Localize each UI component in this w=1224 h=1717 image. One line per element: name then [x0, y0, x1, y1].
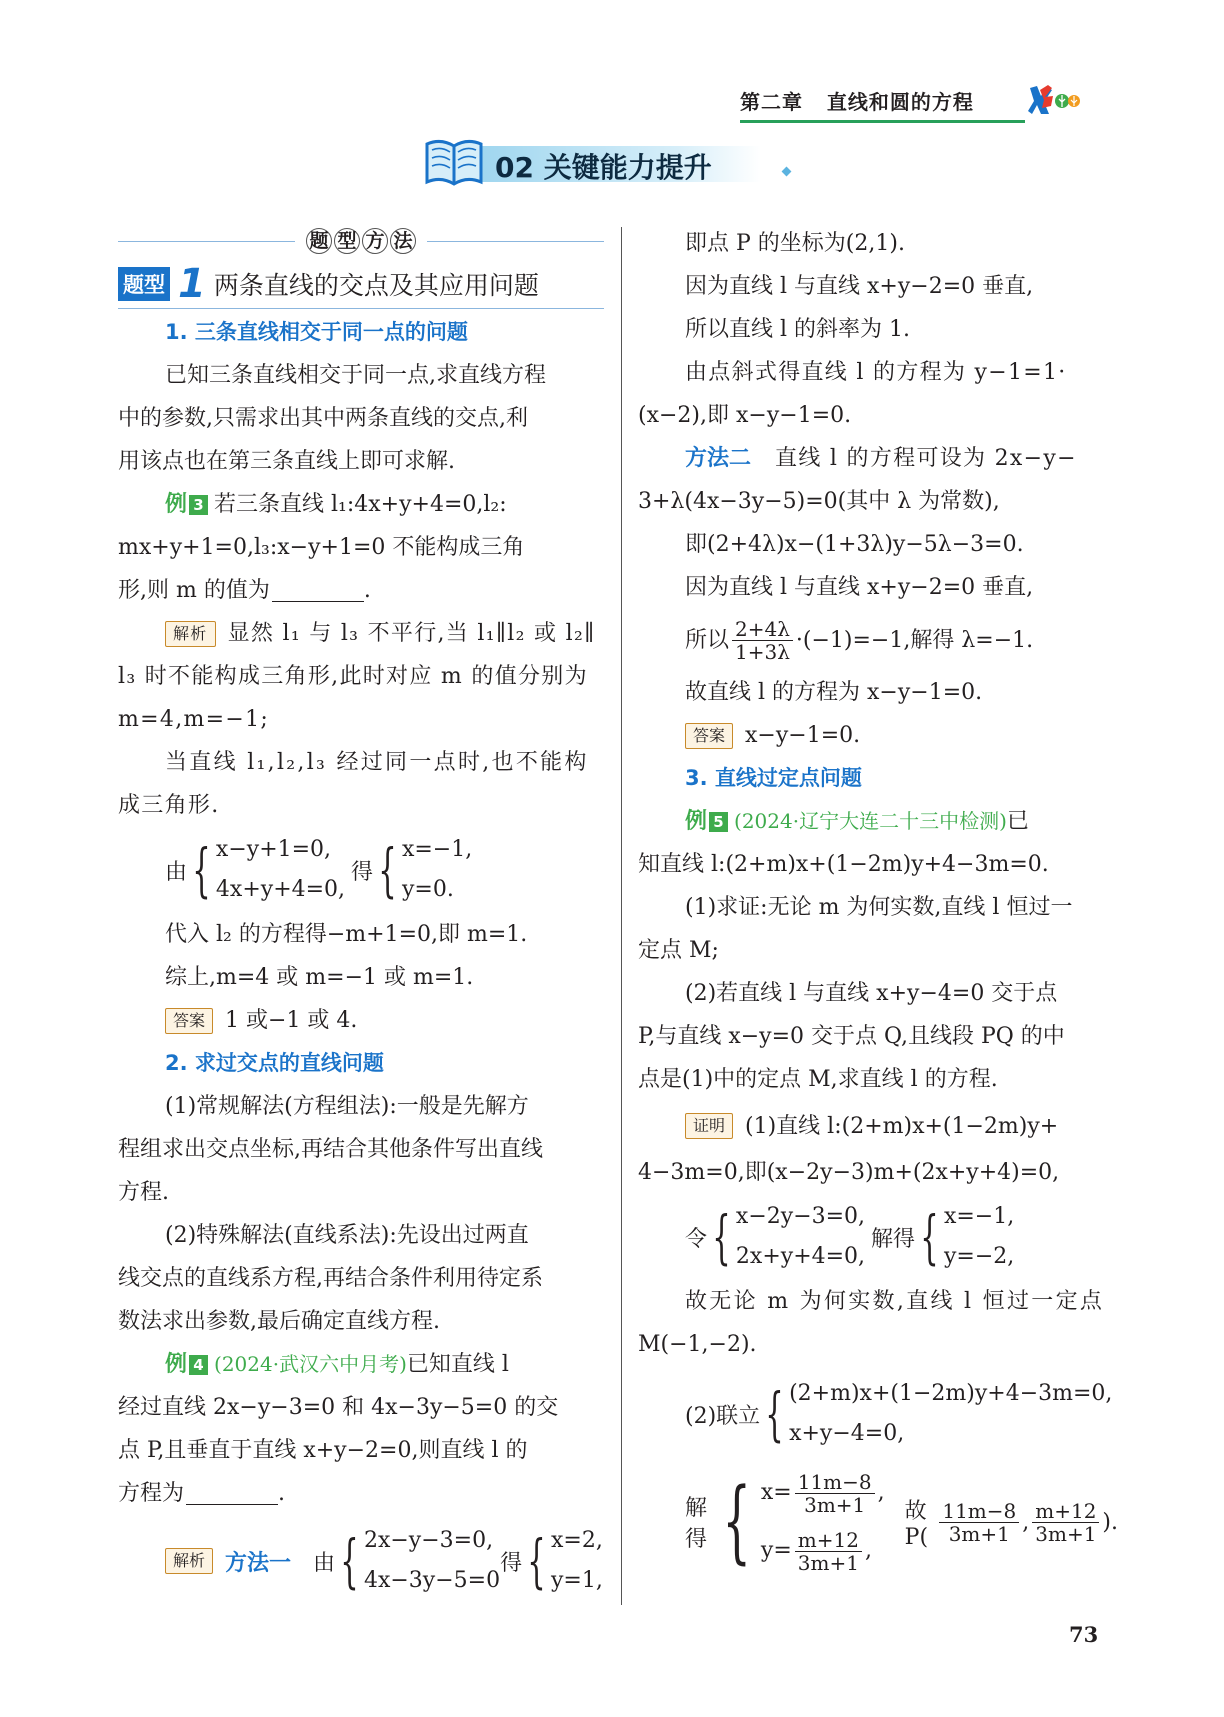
header-underline: [740, 120, 1025, 123]
analysis-text: l₃ 时不能构成三角形,此时对应 m 的值分别为: [118, 664, 588, 689]
equation: y=1,: [551, 1568, 603, 1593]
numerator: m+12: [795, 1529, 862, 1552]
example-line: [118, 1472, 604, 1515]
equation: y=−2,: [943, 1244, 1015, 1269]
paragraph-line: 线交点的直线系方程,再结合条件利用待定系: [118, 1266, 543, 1291]
equation: x=2,: [551, 1528, 603, 1553]
example-text: 点 P,且垂直于直线 x+y−2=0,则直线 l 的: [118, 1438, 528, 1463]
banner-diamond: [782, 167, 792, 177]
chapter-title: 直线和圆的方程: [826, 90, 974, 114]
example-text: 点是(1)中的定点 M,求直线 l 的方程.: [638, 1067, 998, 1092]
method-label: 方法二: [685, 446, 752, 471]
analysis-text: 当直线 l₁,l₂,l₃ 经过同一点时,也不能构: [165, 750, 589, 775]
example-number: 5: [709, 812, 728, 832]
proof-text: 故无论 m 为何实数,直线 l 恒过一定点: [685, 1289, 1105, 1314]
solution-text: 因为直线 l 与直线 x+y−2=0 垂直,: [685, 575, 1034, 600]
lhs: y=: [760, 1538, 792, 1563]
example-word: 例: [165, 492, 188, 517]
solution-text: (x−2),即 x−y−1=0.: [638, 403, 852, 428]
point-prefix: 故 P(: [904, 1499, 929, 1550]
solution-line: [638, 609, 1118, 671]
solution-text: 故直线 l 的方程为 x−y−1=0.: [685, 680, 983, 705]
example-word: 例: [685, 809, 708, 834]
left-brace: {: [192, 836, 211, 904]
fraction: [732, 618, 793, 663]
system-prefix: 由: [165, 859, 188, 885]
mini-title-text: [305, 228, 417, 254]
example-line: [118, 483, 604, 526]
system-solution: [761, 1464, 885, 1580]
answer-line: [118, 999, 604, 1042]
banner-title: 02 关键能力提升: [495, 151, 712, 184]
example-text: 定点 M;: [638, 938, 719, 963]
equation: (2+m)x+(1−2m)y+4−3m=0,: [789, 1381, 1113, 1406]
equation-system: [638, 1366, 1118, 1462]
mini-title-char: 题: [306, 228, 332, 254]
page-number: 73: [1069, 1622, 1099, 1647]
equation-system: [638, 1194, 1118, 1280]
solution-text: 即点 P 的坐标为(2,1).: [685, 231, 905, 256]
equation: 4x−3y−5=0: [363, 1568, 501, 1593]
topic-number: 1: [178, 261, 206, 307]
fraction: [1032, 1500, 1099, 1545]
answer-text: x−y−1=0.: [745, 723, 861, 748]
example-text: 形,则 m 的值为: [118, 578, 270, 603]
mini-title: [118, 222, 604, 260]
answer-line: [638, 714, 1118, 757]
analysis-text: 综上,m=4 或 m=−1 或 m=1.: [165, 965, 474, 990]
mini-title-char: 型: [334, 228, 360, 254]
answer-badge: 答案: [685, 723, 733, 749]
example-text: P,与直线 x−y=0 交于点 Q,且线段 PQ 的中: [638, 1024, 1065, 1049]
equation: x−y+1=0,: [215, 837, 332, 862]
chapter-heading: [740, 86, 974, 115]
system-prefix: (2)联立: [685, 1403, 761, 1429]
equation-system: [118, 827, 604, 913]
example-number: 3: [189, 495, 208, 515]
example-label: [165, 1343, 208, 1386]
solution-text: 即(2+4λ)x−(1+3λ)y−5λ−3=0.: [685, 532, 1024, 557]
example-text: 已: [1006, 809, 1029, 834]
system-equations: [216, 830, 345, 910]
paragraph-line: (1)常规解法(方程组法):一般是先解方: [165, 1094, 529, 1119]
example-text: 知直线 l:(2+m)x+(1−2m)y+4−3m=0.: [638, 852, 1049, 877]
equation: x+y−4=0,: [789, 1421, 905, 1446]
proof-text: (1)直线 l:(2+m)x+(1−2m)y+: [745, 1113, 1059, 1139]
example-text: 已知直线 l: [406, 1352, 509, 1377]
example-number: 4: [189, 1355, 208, 1375]
section-banner: [423, 134, 815, 190]
system-prefix: 解得: [685, 1496, 708, 1552]
analysis-badge: 解析: [165, 621, 216, 647]
system-solution: [944, 1197, 1014, 1277]
equation: 2x+y+4=0,: [735, 1244, 866, 1269]
left-brace: {: [527, 1527, 546, 1595]
system-solution: [402, 830, 472, 910]
proof-text: 4−3m=0,即(x−2y−3)m+(2x+y+4)=0,: [638, 1160, 1060, 1185]
comma: ,: [1022, 1509, 1030, 1535]
fraction: [795, 1471, 875, 1516]
denominator: 3m+1: [1035, 1521, 1097, 1546]
numerator: 11m−8: [939, 1500, 1019, 1523]
example-source: (2024·辽宁大连二十三中检测): [734, 809, 1007, 833]
system-equations: [789, 1374, 1112, 1454]
example-text: 经过直线 2x−y−3=0 和 4x−3y−5=0 的交: [118, 1395, 559, 1420]
chapter-label: 第二章: [740, 90, 803, 114]
book-icon: [423, 134, 485, 188]
proof-text: M(−1,−2).: [638, 1332, 757, 1357]
system-prefix: 由: [313, 1550, 336, 1576]
denominator: 3m+1: [804, 1492, 866, 1517]
system-prefix: 令: [685, 1226, 708, 1252]
solution-system: [638, 1462, 1118, 1582]
example-line: [118, 569, 604, 612]
system-equations: [364, 1521, 500, 1601]
left-brace: {: [712, 1203, 731, 1271]
paragraph-line: 已知三条直线相交于同一点,求直线方程: [165, 363, 546, 388]
mini-title-char: 法: [390, 228, 416, 254]
solution-text: 3+λ(4x−3y−5)=0(其中 λ 为常数),: [638, 489, 1000, 514]
numerator: m+12: [1032, 1500, 1099, 1523]
left-brace: {: [340, 1527, 359, 1595]
equation: x−2y−3=0,: [735, 1204, 866, 1229]
solution-text: 由点斜式得直线 l 的方程为 y−1=1·: [685, 360, 1067, 385]
equation: x=−1,: [401, 837, 473, 862]
example-text: (1)求证:无论 m 为何实数,直线 l 恒过一: [685, 895, 1073, 920]
paragraph-line: 程组求出交点坐标,再结合其他条件写出直线: [118, 1137, 543, 1162]
denominator: 3m+1: [948, 1521, 1010, 1546]
equation-system: [118, 1515, 604, 1607]
paragraph-line: (2)特殊解法(直线系法):先设出过两直: [165, 1223, 529, 1248]
answer-blank: [186, 1482, 278, 1505]
analysis-text: 代入 l₂ 的方程得−m+1=0,即 m=1.: [165, 922, 528, 947]
example-text: mx+y+1=0,l₃:x−y+1=0 不能构成三角: [118, 535, 525, 560]
analysis-line: [118, 612, 604, 655]
section-heading: 3. 直线过定点问题: [685, 766, 862, 790]
paragraph-line: 数法求出参数,最后确定直线方程.: [118, 1309, 440, 1334]
point-suffix: ).: [1102, 1509, 1118, 1535]
page-header: [740, 84, 1080, 124]
left-brace: {: [920, 1203, 939, 1271]
paragraph-line: 方程.: [118, 1180, 169, 1205]
answer-badge: 答案: [165, 1008, 213, 1034]
example-word: 例: [165, 1352, 188, 1377]
fraction: [939, 1500, 1019, 1545]
denominator: 1+3λ: [735, 639, 790, 664]
answer-text: 1 或−1 或 4.: [225, 1008, 358, 1033]
solution-text: 直线 l 的方程可设为 2x−y−: [775, 446, 1077, 471]
comma: ,: [877, 1480, 885, 1505]
mini-title-rule-right: [427, 241, 604, 242]
example-text: 方程为: [118, 1481, 185, 1506]
equation: 4x+y+4=0,: [215, 877, 346, 902]
mini-title-rule-left: [118, 241, 295, 242]
analysis-text: 显然 l₁ 与 l₃ 不平行,当 l₁∥l₂ 或 l₂∥: [227, 621, 596, 646]
comma: ,: [864, 1538, 872, 1563]
topic-title: 两条直线的交点及其应用问题: [213, 271, 539, 300]
answer-blank: [272, 579, 364, 602]
system-connector: 得: [500, 1550, 523, 1576]
denominator: 3m+1: [797, 1550, 859, 1575]
system-equations: [736, 1197, 865, 1277]
example-label: [685, 800, 728, 843]
method-label: 方法一: [225, 1550, 292, 1576]
example-text: 若三条直线 l₁:4x+y+4=0,l₂:: [214, 492, 507, 517]
example-line: [118, 1343, 604, 1386]
proof-badge: 证明: [685, 1113, 733, 1139]
solution-text: 所以直线 l 的斜率为 1.: [685, 317, 911, 342]
solution-text: 所以: [685, 627, 730, 653]
left-brace: {: [765, 1380, 784, 1448]
example-text: (2)若直线 l 与直线 x+y−4=0 交于点: [685, 981, 1058, 1006]
proof-line: [638, 1101, 1118, 1151]
solution-x: [761, 1464, 885, 1522]
column-divider: [621, 227, 622, 1605]
topic-label: 题型: [118, 267, 170, 301]
mini-title-char: 方: [362, 228, 388, 254]
paragraph-line: 用该点也在第三条直线上即可求解.: [118, 449, 455, 474]
topic-heading: [118, 260, 604, 309]
numerator: 11m−8: [795, 1471, 875, 1494]
equation: x=−1,: [943, 1204, 1015, 1229]
analysis-text: m=4,m=−1;: [118, 707, 270, 732]
period: .: [363, 578, 371, 603]
left-brace: {: [378, 836, 397, 904]
analysis-text: 成三角形.: [118, 793, 220, 818]
numerator: 2+4λ: [732, 618, 793, 641]
example-label: [165, 483, 208, 526]
equation: 2x−y−3=0,: [363, 1528, 494, 1553]
system-solution: [551, 1521, 603, 1601]
solution-text: ·(−1)=−1,解得 λ=−1.: [795, 627, 1034, 653]
left-brace: {: [721, 1469, 751, 1574]
equation: y=0.: [401, 877, 454, 902]
fraction: [795, 1529, 862, 1574]
system-connector: 解得: [871, 1226, 916, 1252]
section-heading: 1. 三条直线相交于同一点的问题: [165, 320, 468, 344]
example-source: (2024·武汉六中月考): [214, 1352, 407, 1376]
left-column: [118, 222, 604, 1607]
solution-y: [761, 1522, 885, 1580]
right-column: [638, 222, 1118, 1582]
method-line: [638, 437, 1118, 480]
logo-icon: [1028, 84, 1080, 116]
period: .: [278, 1481, 286, 1506]
system-connector: 得: [351, 859, 374, 885]
paragraph-line: 中的参数,只需求出其中两条直线的交点,利: [118, 406, 528, 431]
lhs: x=: [760, 1480, 792, 1505]
analysis-badge: 解析: [165, 1548, 213, 1574]
example-line: [638, 800, 1118, 843]
solution-text: 因为直线 l 与直线 x+y−2=0 垂直,: [685, 274, 1034, 299]
section-heading: 2. 求过交点的直线问题: [165, 1051, 384, 1075]
